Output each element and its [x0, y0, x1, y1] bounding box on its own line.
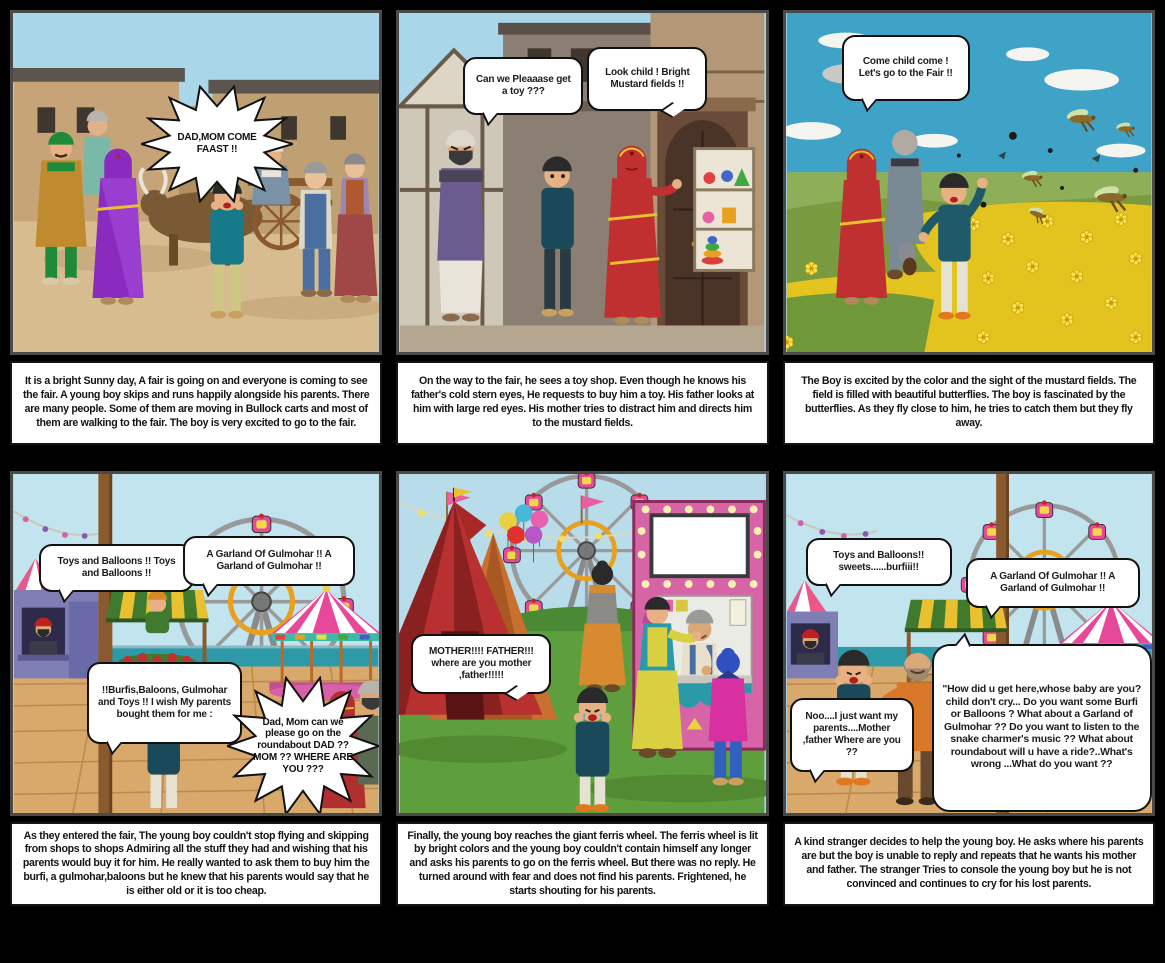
panel-1-caption: It is a bright Sunny day, A fair is going on and everyone is coming to see the fair. A young boy skips and runs happily alongside his parents. There are many people. Some of them are moving in Bullock carts and most of them are walking to the fair. The boy is very excited to go to the fair.	[10, 361, 382, 445]
storyboard-panel-1	[10, 10, 382, 445]
storyboard-panel-3	[783, 10, 1155, 445]
speech-bubble-text: A Garland Of Gulmohar !! A Garland of Gulmohar !!	[990, 571, 1116, 594]
speech-bubble-text: A Garland Of Gulmohar !! A Garland of Gulmohar !!	[206, 549, 332, 572]
street	[400, 325, 765, 352]
speech-bubble-text: MOTHER!!!! FATHER!!! where are you mother ,father!!!!!	[428, 646, 534, 681]
speech-bubble	[932, 644, 1152, 812]
speech-bubble	[39, 544, 194, 592]
storyboard-panel-6	[783, 471, 1155, 906]
speech-bubble	[463, 57, 583, 115]
panel-4-scene	[10, 471, 382, 816]
speech-bubble-text: Toys and Balloons!! sweets......burfiii!!	[833, 550, 925, 573]
speech-bubble-text: Look child ! Bright Mustard fields !!	[605, 67, 690, 90]
storyboard-panel-2	[396, 10, 768, 445]
panel-2-scene	[396, 10, 768, 355]
speech-bubble	[790, 698, 914, 772]
panel-5-scene	[396, 471, 768, 816]
speech-bubble-text: Can we Pleaaase get a toy ???	[476, 74, 571, 97]
speech-bubble	[587, 47, 707, 111]
panel-4-caption: As they entered the fair, The young boy couldn't stop flying and skipping from shops to shops Admiring all the stuff they had and wishing that his parents would buy it for him. He really wanted to ask them to buy him the burfi, a gulmohar,baloons but he knew that his parents would say that he is either old or it is too cheap.	[10, 822, 382, 906]
speech-bubble	[87, 662, 242, 744]
speech-bubble-text: DAD,MOM COME FAAST !!	[177, 132, 257, 155]
speech-bubble	[842, 35, 970, 101]
panel-1-scene	[10, 10, 382, 355]
panel-3-scene	[783, 10, 1155, 355]
shout-burst	[227, 676, 379, 816]
speech-bubble	[806, 538, 952, 586]
speech-bubble-text: Toys and Balloons !! Toys and Balloons !!	[57, 556, 176, 579]
panel-6-caption: A kind stranger decides to help the young boy. He asks where his parents are but the boy is unable to reply and repeats that he wants his mother and father. The stranger Tries to console the young boy but he is not convinced and continues to cry for his lost parents.	[783, 822, 1155, 906]
storyboard-panel-5	[396, 471, 768, 906]
panel-2-caption: On the way to the fair, he sees a toy shop. Even though he knows his father's cold stern eyes, He requests to buy him a toy. His father looks at him with large red eyes. His mother tries to distract him and directs him to the mustard fields.	[396, 361, 768, 445]
panel-5-caption: Finally, the young boy reaches the giant ferris wheel. The ferris wheel is lit by bright colors and the young boy couldn't contain himself any longer and asks his parents to go on the ferris wheel. But there was no reply. He turned around with fear and does not find his parents. Frightened, he starts shouting for his parents.	[396, 822, 768, 906]
panel-3-caption: The Boy is excited by the color and the sight of the mustard fields. The field is filled with beautiful butterflies. The boy is fascinated by the butterflies. As they fly close to him, he tries to catch them but they fly away.	[783, 361, 1155, 445]
speech-bubble-text: !!Burfis,Baloons, Gulmohar and Toys !! I wish My parents bought them for me :	[98, 685, 231, 720]
speech-bubble-text: "How did u get here,whose baby are you? child don't cry... Do you want some Burfi or Balloons ? What about a Garland of Gulmohar ?? Do you want to listen to the snake charmer's music ?? What about roundabout will u have a ride?..What's wrong ...What do you want ??	[942, 684, 1141, 771]
toy-shop-shelf	[695, 149, 754, 271]
speech-bubble	[183, 536, 355, 586]
toy-shop-illustration	[399, 13, 765, 352]
storyboard-panel-4	[10, 471, 382, 906]
speech-bubble	[411, 634, 551, 694]
speech-bubble	[966, 558, 1140, 608]
speech-bubble-text: Come child come ! Let's go to the Fair !!	[858, 56, 953, 79]
grass-foreground	[787, 293, 934, 352]
panel-6-scene	[783, 471, 1155, 816]
speech-bubble-text: Dad, Mom can we please go on the roundabout DAD ?? MOM ?? WHERE ARE YOU ???	[253, 716, 353, 775]
speech-bubble-text: Noo....I just want my parents....Mother ,father Where are you ??	[802, 711, 901, 758]
shout-burst	[141, 85, 293, 203]
